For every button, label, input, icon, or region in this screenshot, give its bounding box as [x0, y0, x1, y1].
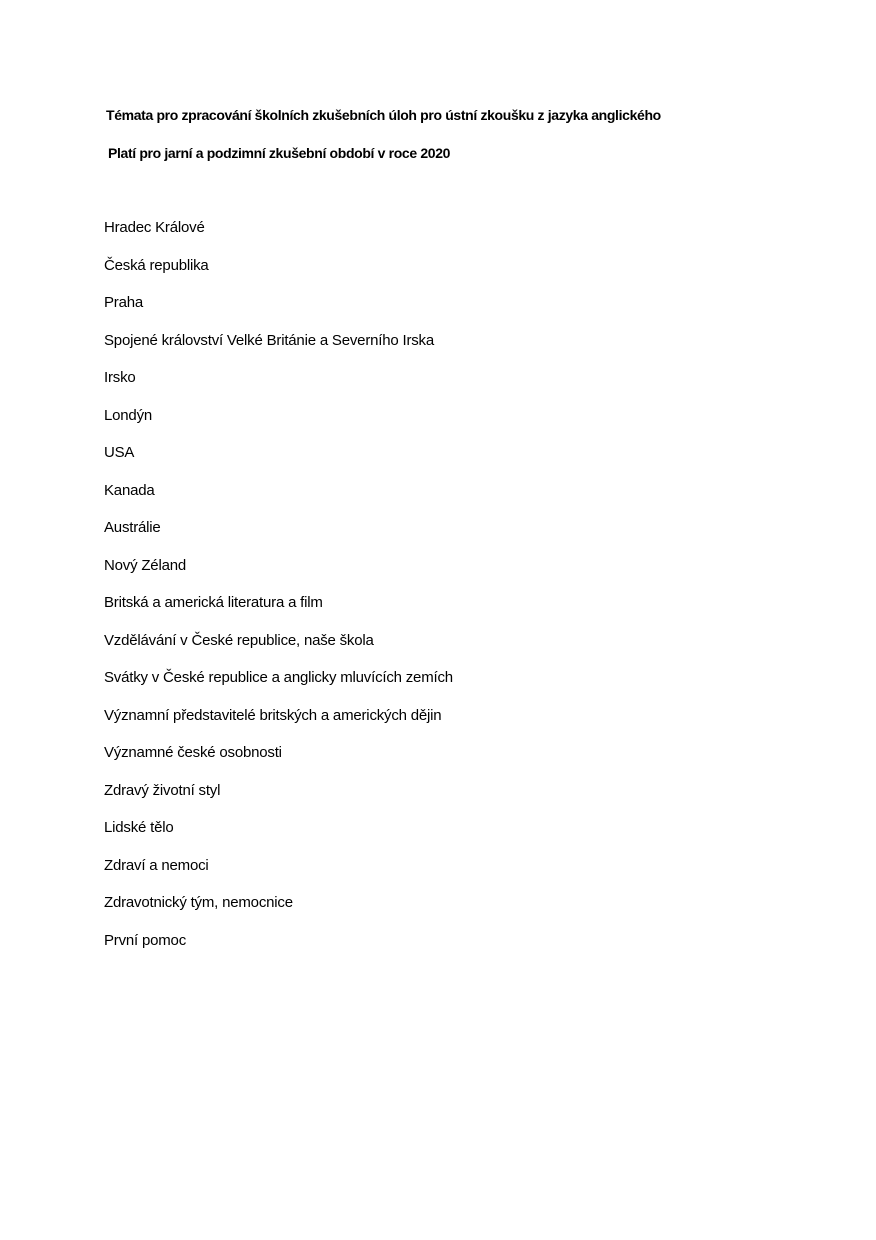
- topic-item: Zdravý životní styl: [104, 781, 221, 799]
- topic-item: Austrálie: [104, 519, 161, 536]
- topic-list: [104, 218, 453, 968]
- topic-item: První pomoc: [104, 931, 186, 949]
- topic-item: Londýn: [104, 406, 153, 424]
- document-subtitle: Platí pro jarní a podzimní zkušební období v roce 2020: [108, 145, 451, 161]
- topic-item: Spojené království Velké Británie a Severního Irska: [104, 331, 434, 349]
- topic-item: Zdraví a nemoci: [104, 856, 209, 874]
- topic-item: Lidské tělo: [104, 819, 174, 836]
- topic-item: Nový Zéland: [104, 556, 187, 574]
- topic-item: Významní představitelé britských a amerických dějin: [104, 706, 442, 724]
- topic-item: USA: [104, 444, 135, 461]
- topic-item: Praha: [104, 294, 144, 311]
- document-title: Témata pro zpracování školních zkušebních úloh pro ústní zkoušku z jazyka anglického: [106, 107, 661, 123]
- topic-item: Britská a americká literatura a film: [104, 594, 323, 611]
- topic-item: Irsko: [104, 369, 136, 386]
- topic-item: Česká republika: [104, 256, 209, 274]
- topic-item: Kanada: [104, 481, 155, 499]
- topic-item: Významné české osobnosti: [104, 744, 282, 761]
- topic-item: Hradec Králové: [104, 219, 205, 236]
- topic-item: Vzdělávání v České republice, naše škola: [104, 631, 374, 649]
- topic-item: Svátky v České republice a anglicky mluvících zemích: [104, 669, 453, 686]
- topic-item: Zdravotnický tým, nemocnice: [104, 894, 293, 911]
